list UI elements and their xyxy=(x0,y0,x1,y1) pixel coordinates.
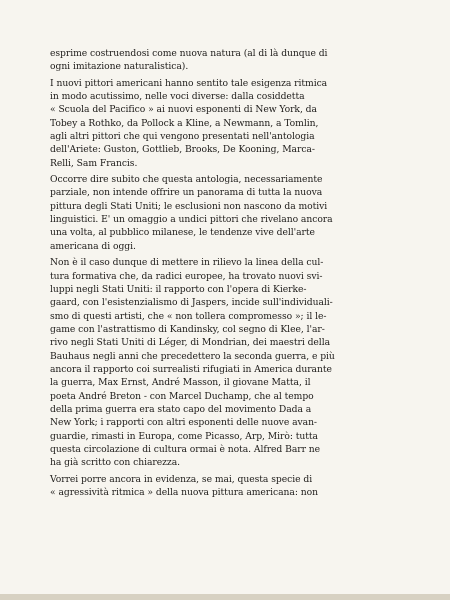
text-line: Vorrei porre ancora in evidenza, se mai, questa specie di xyxy=(50,473,313,485)
text-line: Bauhaus negli anni che precedettero la seconda guerra, e più xyxy=(50,350,335,362)
text-line: questa circolazione di cultura ormai è nota. Alfred Barr ne xyxy=(50,443,321,455)
text-line: luppi negli Stati Uniti: il rapporto con l'opera di Kierke- xyxy=(50,283,307,295)
text-line: Non è il caso dunque di mettere in rilievo la linea della cul- xyxy=(50,257,324,269)
text-line: « Scuola del Pacifico » ai nuovi esponenti di New York, da xyxy=(50,104,317,116)
text-line: Tobey a Rothko, da Pollock a Kline, a Newmann, a Tomlin, xyxy=(50,117,319,129)
text-line: americana di oggi. xyxy=(50,240,136,252)
text-line: Occorre dire subito che questa antologia, necessariamente xyxy=(50,174,323,186)
text-line: esprime costruendosi come nuova natura (al di là dunque di xyxy=(50,48,328,59)
text-line: Relli, Sam Francis. xyxy=(50,157,138,169)
text-line: dell'Ariete: Guston, Gottlieb, Brooks, De Kooning, Marca- xyxy=(50,144,315,156)
paragraph xyxy=(50,47,390,74)
page-bottom-edge xyxy=(0,594,450,600)
text-line: la guerra, Max Ernst, André Masson, il giovane Matta, il xyxy=(50,377,311,389)
paragraph xyxy=(50,473,390,500)
text-line: game con l'astrattismo di Kandinsky, col segno di Klee, l'ar- xyxy=(50,323,325,335)
text-line: « agressività ritmica » della nuova pittura americana: non xyxy=(50,487,318,498)
text-line: agli altri pittori che qui vengono presentati nell'antologia xyxy=(50,131,315,143)
text-line: I nuovi pittori americani hanno sentito tale esigenza ritmica xyxy=(50,77,328,89)
text-line: ha già scritto con chiarezza. xyxy=(50,457,181,469)
text-line: rivo negli Stati Uniti di Léger, di Mondrian, dei maestri della xyxy=(50,337,331,349)
text-line: pittura degli Stati Uniti; le esclusioni non nascono da motivi xyxy=(50,200,328,212)
text-line: smo di questi artisti, che « non tollera compromesso »; il le- xyxy=(50,310,327,322)
paragraph xyxy=(50,77,390,170)
text-line: poeta André Breton - con Marcel Duchamp, che al tempo xyxy=(50,390,314,402)
text-line: una volta, al pubblico milanese, le tendenze vive dell'arte xyxy=(50,227,315,239)
text-line: New York; i rapporti con altri esponenti delle nuove avan- xyxy=(50,417,317,429)
text-line: ancora il rapporto coi surrealisti rifugiati in America durante xyxy=(50,363,332,375)
paragraph xyxy=(50,256,390,470)
text-line: ogni imitazione naturalistica). xyxy=(50,61,189,73)
text-line: linguistici. E' un omaggio a undici pittori che rivelano ancora xyxy=(50,214,333,226)
text-line: in modo acutissimo, nelle voci diverse: dalla cosiddetta xyxy=(50,91,305,103)
text-line: tura formativa che, da radici europee, ha trovato nuovi svi- xyxy=(50,270,323,282)
paragraph xyxy=(50,173,390,253)
body-text xyxy=(50,47,390,499)
text-line: della prima guerra era stato capo del movimento Dada a xyxy=(50,403,312,415)
text-line: guardie, rimasti in Europa, come Picasso, Arp, Mirò: tutta xyxy=(50,430,318,442)
text-line: gaard, con l'esistenzialismo di Jaspers, incide sull'individuali- xyxy=(50,297,333,309)
text-line: parziale, non intende offrire un panorama di tutta la nuova xyxy=(50,187,323,199)
